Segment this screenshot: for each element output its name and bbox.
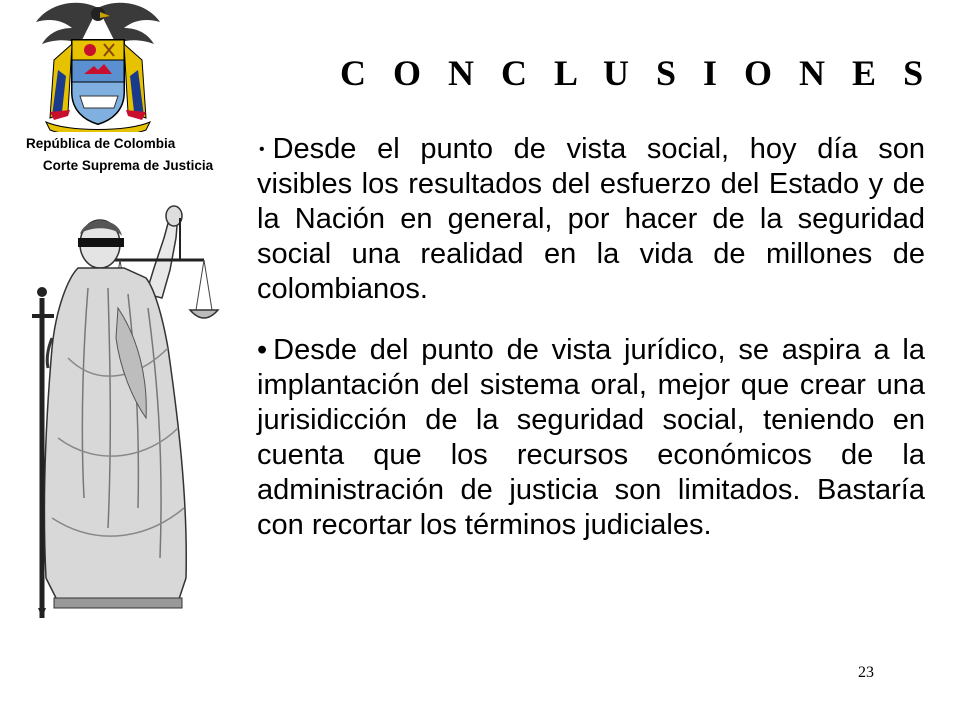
bullet-text: Desde del punto de vista jurídico, se aspira a la implantación del sistema oral, mejor que crear una jurisidicción de la seguridad social, teniendo en cuenta que los recursos económicos de la administración de justicia son limitados. Bastaría con recortar los términos judiciales. [257,334,925,541]
slide-content [257,132,925,543]
bullet-item-1 [257,132,925,307]
bullet-item-2 [257,333,925,543]
bullet-marker: • [259,141,265,158]
bullet-marker: • [257,334,268,366]
institution-line-1: República de Colombia [26,136,176,151]
page-number: 23 [858,664,874,681]
sidebar [0,0,250,720]
slide-title: C O N C L U S I O N E S [340,53,933,93]
coat-of-arms-icon [28,0,168,132]
bullet-text: Desde el punto de vista social, hoy día son visibles los resultados del esfuerzo del Estado y de la Nación en general, por hacer de la seguridad social una realidad en la vida de millones de colombianos. [257,133,925,305]
lady-justice-icon [28,198,228,626]
institution-line-2: Corte Suprema de Justicia [42,158,214,173]
